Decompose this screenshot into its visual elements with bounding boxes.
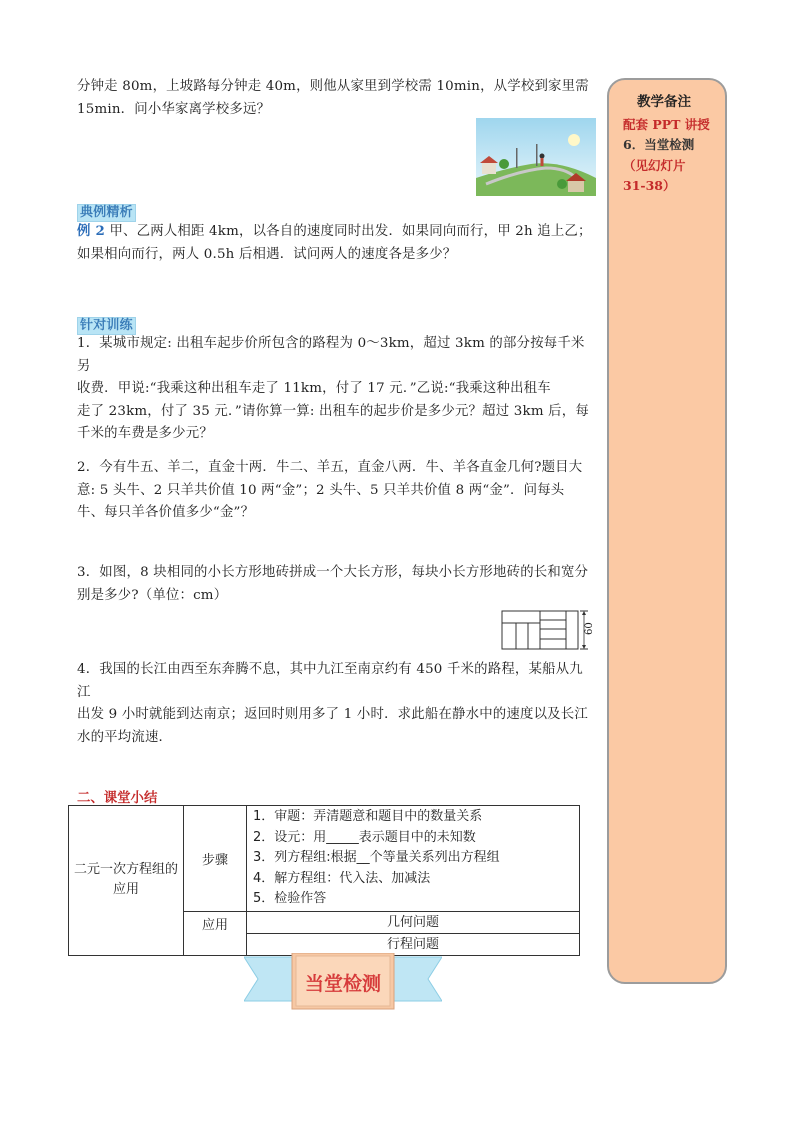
example-line: 甲、乙两人相距 4km，以各自的速度同时出发．如果同向而行，甲 2h 追上乙； — [109, 224, 592, 239]
steps-label: 步骤 — [201, 852, 228, 868]
q3-line: 3．如图，8 块相同的小长方形地砖拼成一个大长方形，每块小长方形地砖的长和宽分 — [77, 565, 589, 580]
example-line: 如果相向而行，两人 0.5h 后相遇．试问两人的速度各是多少？ — [77, 246, 457, 262]
sidebar-line: （见幻灯片 — [623, 158, 686, 173]
summary-section-title: 二、课堂小结 — [77, 791, 158, 806]
q1-line: 收费．甲说:“我乘这种出租车走了 11km，付了 17 元．”乙说:“我乘这种出租车 — [77, 381, 551, 396]
training-q1 — [77, 333, 595, 446]
q4-line: 水的平均流速． — [77, 729, 173, 745]
sidebar-line: 31-38） — [623, 178, 676, 193]
intro-line: 15min．问小华家离学校多远？ — [77, 101, 271, 117]
q4-line: 4．我国的长江由西至东奔腾不息，其中九江至南京约有 450 千米的路程，某船从九江 — [77, 662, 583, 700]
banner-title: 当堂检测 — [304, 973, 381, 995]
sidebar-line: 配套 PPT 讲授 — [623, 117, 710, 132]
apply-label-cell — [184, 911, 247, 955]
intro-paragraph — [77, 76, 595, 121]
training-q3 — [77, 562, 595, 607]
step-item: 3．列方程组:根据__个等量关系列出方程组 — [253, 850, 500, 865]
summary-topic-cell — [69, 806, 184, 956]
training-section-title: 针对训练 — [77, 317, 136, 335]
example-label: 例 2 — [77, 223, 105, 239]
sidebar-title: 教学备注 — [637, 94, 691, 110]
q1-line: 千米的车费是多少元？ — [77, 426, 213, 441]
tile-dimension-label: 60 — [584, 622, 595, 635]
step-item: 1．审题：弄清题意和题目中的数量关系 — [253, 809, 483, 824]
q3-line: 别是多少?（单位：cm） — [77, 587, 228, 603]
application-item: 行程问题 — [386, 936, 439, 952]
applications-cell — [247, 911, 580, 955]
example-section — [77, 202, 595, 266]
q2-line: 牛、每只羊各价值多少“金”？ — [77, 505, 255, 520]
teaching-notes-sidebar — [607, 78, 727, 984]
q2-line: 意: 5 头牛、2 只羊共价值 10 两“金”；2 头牛、5 只羊共价值 8 两“金”．问每头 — [77, 482, 565, 498]
sidebar-line: 6．当堂检测 — [623, 137, 695, 152]
step-item: 4．解方程组：代入法、加减法 — [253, 870, 431, 886]
training-q2 — [77, 457, 595, 525]
apply-label: 应用 — [201, 917, 228, 933]
example-section-title: 典例精析 — [77, 204, 136, 222]
q1-line: 1．某城市规定: 出租车起步价所包含的路程为 0～3km，超过 3km 的部分按每千米另 — [77, 336, 585, 374]
training-section — [77, 315, 595, 446]
step-item: 5．检验作答 — [253, 891, 327, 906]
q1-line: 走了 23km，付了 35 元．”请你算一算: 出租车的起步价是多少元？超过 3km 后，每 — [77, 403, 589, 419]
q2-line: 2．今有牛五、羊二，直金十两．牛二、羊五，直金八两．牛、羊各直金几何?题目大 — [77, 460, 583, 475]
summary-topic: 二元一次方程组的应用 — [73, 862, 178, 898]
intro-line: 分钟走 80m，上坡路每分钟走 40m，则他从家里到学校需 10min，从学校到家里需 — [77, 79, 589, 94]
step-item: 2．设元：用_____表示题目中的未知数 — [253, 829, 476, 845]
tile-diagram — [500, 609, 596, 651]
steps-label-cell — [184, 806, 247, 912]
steps-cell — [247, 806, 580, 912]
application-item: 几何问题 — [247, 912, 579, 934]
training-q4 — [77, 659, 595, 749]
summary-table — [68, 805, 580, 956]
q4-line: 出发 9 小时就能到达南京；返回时则用多了 1 小时．求此船在静水中的速度以及长江 — [77, 707, 588, 722]
road-illustration — [476, 118, 596, 196]
